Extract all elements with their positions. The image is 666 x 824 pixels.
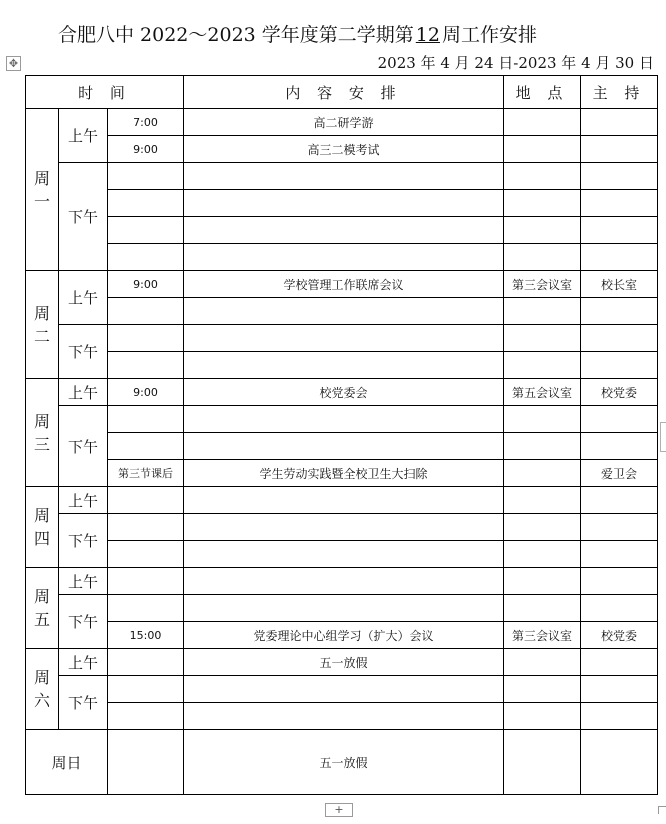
table-row (26, 541, 658, 568)
time-cell (108, 676, 184, 703)
table-row (26, 460, 658, 487)
day-label-char: 三 (33, 434, 50, 454)
host-cell (581, 703, 658, 730)
content-cell (184, 541, 504, 568)
table-row (26, 622, 658, 649)
time-cell (108, 649, 184, 676)
day-label-char: 周 (33, 411, 50, 431)
resize-handle[interactable] (660, 422, 666, 452)
header-time: 时 间 (26, 76, 184, 109)
content-cell (184, 433, 504, 460)
content-cell (184, 514, 504, 541)
add-row-icon[interactable]: + (325, 803, 353, 817)
day-label-char: 四 (33, 529, 50, 548)
title-suffix: 周工作安排 (441, 24, 537, 46)
table-row (26, 433, 658, 460)
content-cell (184, 298, 504, 325)
location-cell (504, 514, 581, 541)
time-cell (108, 163, 184, 190)
time-cell (108, 703, 184, 730)
day-label-char: 六 (33, 691, 50, 710)
day-label-char: 周 (33, 668, 50, 687)
document-title (58, 20, 537, 47)
location-cell: 第五会议室 (504, 379, 581, 406)
time-cell (108, 487, 184, 514)
location-cell (504, 487, 581, 514)
host-cell (581, 568, 658, 595)
host-cell (581, 217, 658, 244)
table-row (26, 298, 658, 325)
header-content: 内 容 安 排 (184, 76, 504, 109)
host-cell: 校党委 (581, 622, 658, 649)
content-cell (184, 406, 504, 433)
period-label: 下午 (59, 406, 108, 487)
day-label-char: 周 (33, 168, 50, 188)
content-cell (184, 190, 504, 217)
day-label (26, 109, 59, 271)
period-label: 上午 (59, 271, 108, 325)
host-cell (581, 676, 658, 703)
host-cell (581, 406, 658, 433)
location-cell (504, 217, 581, 244)
content-cell (184, 217, 504, 244)
host-cell (581, 541, 658, 568)
time-cell (108, 514, 184, 541)
time-cell (108, 244, 184, 271)
table-row (26, 514, 658, 541)
table-row (26, 109, 658, 136)
host-cell (581, 136, 658, 163)
host-cell (581, 487, 658, 514)
time-cell (108, 406, 184, 433)
location-cell (504, 325, 581, 352)
period-label: 下午 (59, 514, 108, 568)
time-cell (108, 217, 184, 244)
day-label-char: 二 (33, 326, 50, 346)
table-row (26, 406, 658, 433)
time-cell: 9:00 (108, 136, 184, 163)
location-cell (504, 649, 581, 676)
period-label: 下午 (59, 676, 108, 730)
location-cell (504, 406, 581, 433)
location-cell (504, 676, 581, 703)
table-row (26, 325, 658, 352)
day-label-char: 五 (33, 610, 50, 629)
time-cell: 第三节课后 (108, 460, 184, 487)
location-cell (504, 190, 581, 217)
content-cell: 学生劳动实践暨全校卫生大扫除 (184, 460, 504, 487)
title-prefix: 合肥八中 2022～2023 学年度第二学期第 (58, 24, 414, 46)
host-cell: 校党委 (581, 379, 658, 406)
location-cell (504, 352, 581, 379)
table-resize-corner[interactable] (658, 806, 666, 814)
location-cell (504, 703, 581, 730)
host-cell (581, 433, 658, 460)
host-cell (581, 190, 658, 217)
content-cell (184, 595, 504, 622)
table-row (26, 271, 658, 298)
content-cell (184, 244, 504, 271)
time-cell (108, 325, 184, 352)
table-move-handle-icon[interactable]: ✥ (6, 56, 21, 71)
host-cell (581, 352, 658, 379)
table-row (26, 217, 658, 244)
location-cell (504, 568, 581, 595)
day-label (26, 568, 59, 649)
host-cell: 校长室 (581, 271, 658, 298)
day-label-char: 周 (33, 303, 50, 323)
table-row (26, 352, 658, 379)
content-cell (184, 325, 504, 352)
table-row (26, 595, 658, 622)
time-cell (108, 568, 184, 595)
week-number: 12 (415, 24, 440, 46)
time-cell (108, 298, 184, 325)
header-location: 地 点 (504, 76, 581, 109)
time-cell: 7:00 (108, 109, 184, 136)
content-cell (184, 568, 504, 595)
header-host: 主 持 (581, 76, 658, 109)
content-cell: 高二研学游 (184, 109, 504, 136)
date-range: 2023 年 4 月 24 日-2023 年 4 月 30 日 (377, 54, 654, 72)
day-label (26, 271, 59, 379)
location-cell (504, 595, 581, 622)
day-label-char: 周 (33, 587, 50, 606)
table-row (26, 649, 658, 676)
location-cell (504, 433, 581, 460)
day-label (26, 379, 59, 487)
content-cell (184, 487, 504, 514)
table-row (26, 676, 658, 703)
time-cell (108, 541, 184, 568)
period-label: 上午 (59, 379, 108, 406)
content-cell: 学校管理工作联席会议 (184, 271, 504, 298)
location-cell: 第三会议室 (504, 271, 581, 298)
host-cell (581, 325, 658, 352)
content-cell (184, 352, 504, 379)
host-cell (581, 163, 658, 190)
host-cell (581, 514, 658, 541)
host-cell: 爱卫会 (581, 460, 658, 487)
time-cell: 15:00 (108, 622, 184, 649)
location-cell (504, 298, 581, 325)
time-cell (108, 730, 184, 795)
table-row (26, 190, 658, 217)
table-row (26, 568, 658, 595)
period-label: 下午 (59, 163, 108, 271)
location-cell (504, 460, 581, 487)
day-label (26, 487, 59, 568)
location-cell: 第三会议室 (504, 622, 581, 649)
period-label: 上午 (59, 568, 108, 595)
host-cell (581, 649, 658, 676)
period-label: 上午 (59, 649, 108, 676)
table-row (26, 136, 658, 163)
time-cell (108, 595, 184, 622)
content-cell: 党委理论中心组学习（扩大）会议 (184, 622, 504, 649)
content-cell: 校党委会 (184, 379, 504, 406)
time-cell (108, 433, 184, 460)
day-label-char: 一 (33, 191, 50, 211)
location-cell (504, 730, 581, 795)
time-cell: 9:00 (108, 379, 184, 406)
host-cell (581, 730, 658, 795)
period-label: 下午 (59, 595, 108, 649)
host-cell (581, 298, 658, 325)
table-row (26, 244, 658, 271)
content-cell (184, 676, 504, 703)
day-label (26, 649, 59, 730)
content-cell (184, 703, 504, 730)
content-cell: 五一放假 (184, 649, 504, 676)
content-cell: 高三二模考试 (184, 136, 504, 163)
location-cell (504, 244, 581, 271)
table-row (26, 163, 658, 190)
location-cell (504, 109, 581, 136)
sunday-row (26, 730, 658, 795)
host-cell (581, 595, 658, 622)
host-cell (581, 244, 658, 271)
header-row (26, 76, 658, 109)
sunday-label: 周日 (26, 730, 108, 795)
time-cell (108, 352, 184, 379)
time-cell: 9:00 (108, 271, 184, 298)
content-cell: 五一放假 (184, 730, 504, 795)
location-cell (504, 136, 581, 163)
table-row (26, 379, 658, 406)
time-cell (108, 190, 184, 217)
location-cell (504, 163, 581, 190)
day-label-char: 周 (33, 506, 50, 525)
host-cell (581, 109, 658, 136)
content-cell (184, 163, 504, 190)
period-label: 上午 (59, 109, 108, 163)
table-row (26, 487, 658, 514)
schedule-table (25, 75, 658, 795)
location-cell (504, 541, 581, 568)
period-label: 下午 (59, 325, 108, 379)
table-row (26, 703, 658, 730)
period-label: 上午 (59, 487, 108, 514)
